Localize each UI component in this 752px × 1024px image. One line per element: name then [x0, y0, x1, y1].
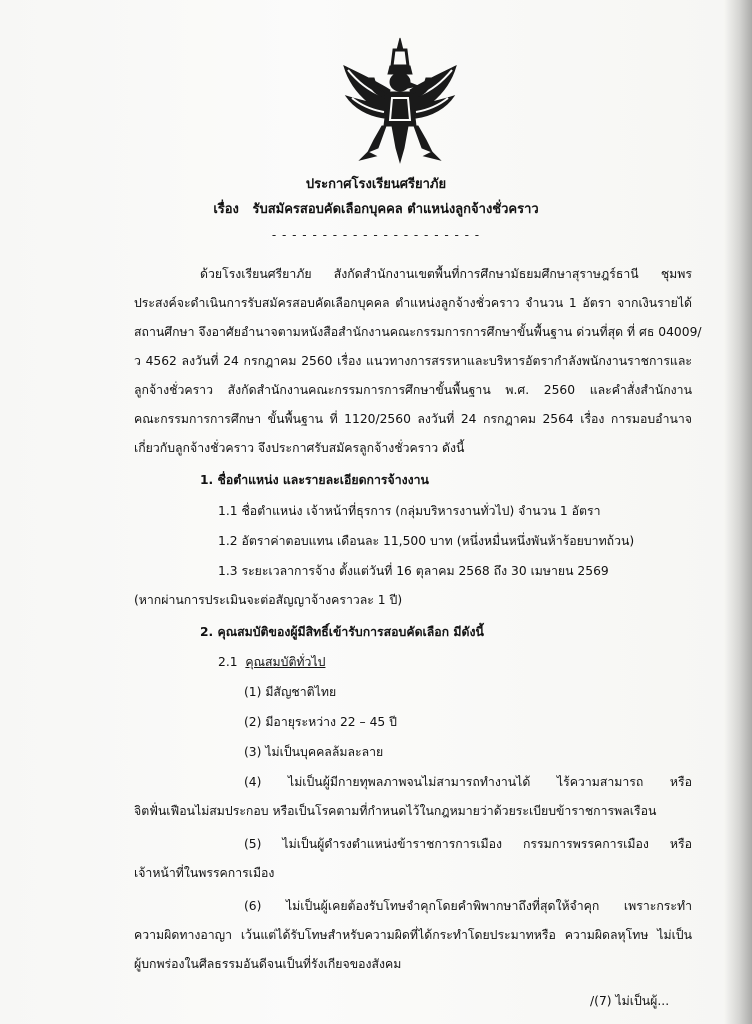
- section-2-1-title: คุณสมบัติทั่วไป: [245, 655, 326, 669]
- section-1-item-3: 1.3 ระยะเวลาการจ้าง ตั้งแต่วันที่ 16 ตุลาคม 2568 ถึง 30 เมษายน 2569: [218, 564, 609, 578]
- divider: - - - - - - - - - - - - - - - - - - - - -: [271, 228, 481, 242]
- intro-line-6: คณะกรรมการการศึกษา ขั้นพื้นฐาน ที่ 1120/2560 ลงวันที่ 24 กรกฎาคม 2564 เรื่อง การมอบอำนาจ: [134, 412, 692, 426]
- intro-line-5: ลูกจ้างชั่วคราว สังกัดสำนักงานคณะกรรมการการศึกษาขั้นพื้นฐาน พ.ศ. 2560 และคำสั่งสำนักงาน: [134, 383, 692, 397]
- page-edge-shadow: [724, 0, 752, 1024]
- intro-line-2: ประสงค์จะดำเนินการรับสมัครสอบคัดเลือกบุคคล ตำแหน่งลูกจ้างชั่วคราว จำนวน 1 อัตรา จากเงินรายได้: [134, 296, 692, 310]
- qualification-3: (3) ไม่เป็นบุคคลล้มละลาย: [244, 745, 384, 759]
- section-2-heading: 2. คุณสมบัติของผู้มีสิทธิ์เข้ารับการสอบคัดเลือก มีดังนี้: [200, 625, 484, 639]
- qualification-6-line-3: ผู้บกพร่องในศีลธรรมอันดีจนเป็นที่รังเกียจของสังคม: [134, 957, 402, 971]
- intro-line-1: ด้วยโรงเรียนศรียาภัย สังกัดสำนักงานเขตพื้นที่การศึกษามัธยมศึกษาสุราษฎร์ธานี ชุมพร: [200, 267, 692, 281]
- qualification-6-line-2: ความผิดทางอาญา เว้นแต่ได้รับโทษสำหรับความผิดที่ได้กระทำโดยประมาทหรือ ความผิดลหุโทษ ไม่เป็น: [134, 928, 692, 942]
- qualification-4-line-1: (4) ไม่เป็นผู้มีกายทุพลภาพจนไม่สามารถทำงานได้ ไร้ความสามารถ หรือ: [244, 775, 692, 789]
- subject-text: รับสมัครสอบคัดเลือกบุคคล ตำแหน่งลูกจ้างชั่วคราว: [252, 202, 539, 217]
- qualification-6-line-1: (6) ไม่เป็นผู้เคยต้องรับโทษจำคุกโดยคำพิพากษาถึงที่สุดให้จำคุก เพราะกระทำ: [244, 899, 692, 913]
- intro-line-4: ว 4562 ลงวันที่ 24 กรกฎาคม 2560 เรื่อง แนวทางการสรรหาและบริหารอัตรากำลังพนักงานราชการและ: [134, 354, 692, 368]
- continuation-note: /(7) ไม่เป็นผู้...: [590, 994, 670, 1008]
- section-2-1-number: 2.1: [218, 655, 238, 669]
- intro-line-7: เกี่ยวกับลูกจ้างชั่วคราว จึงประกาศรับสมัครลูกจ้างชั่วคราว ดังนี้: [134, 441, 465, 455]
- garuda-emblem-icon: [338, 36, 462, 164]
- qualification-5-line-2: เจ้าหน้าที่ในพรรคการเมือง: [134, 866, 275, 880]
- section-1-item-1: 1.1 ชื่อตำแหน่ง เจ้าหน้าที่ธุรการ (กลุ่มบริหารงานทั่วไป) จำนวน 1 อัตรา: [218, 504, 601, 518]
- qualification-4-line-2: จิตฟั่นเฟือนไม่สมประกอบ หรือเป็นโรคตามที่กำหนดไว้ในกฎหมายว่าด้วยระเบียบข้าราชการพลเรือน: [134, 804, 657, 818]
- qualification-2: (2) มีอายุระหว่าง 22 – 45 ปี: [244, 715, 397, 729]
- qualification-1: (1) มีสัญชาติไทย: [244, 685, 337, 699]
- section-1-note: (หากผ่านการประเมินจะต่อสัญญาจ้างคราวละ 1 ปี): [134, 593, 403, 607]
- qualification-5-line-1: (5) ไม่เป็นผู้ดำรงตำแหน่งข้าราชการการเมือง กรรมการพรรคการเมือง หรือ: [244, 837, 692, 851]
- section-1-item-2: 1.2 อัตราค่าตอบแทน เดือนละ 11,500 บาท (หนึ่งหมื่นหนึ่งพันห้าร้อยบาทถ้วน): [218, 534, 635, 548]
- announcement-subject-line: [0, 201, 752, 219]
- intro-line-3: สถานศึกษา จึงอาศัยอำนาจตามหนังสือสำนักงานคณะกรรมการการศึกษาขั้นพื้นฐาน ด่วนที่สุด ที่ ศธ 04009/: [134, 325, 702, 339]
- subject-label: เรื่อง: [213, 202, 239, 217]
- section-2-1-heading: [218, 654, 325, 670]
- section-1-heading: 1. ชื่อตำแหน่ง และรายละเอียดการจ้างงาน: [200, 473, 429, 487]
- announcement-title: ประกาศโรงเรียนศรียาภัย: [305, 177, 447, 192]
